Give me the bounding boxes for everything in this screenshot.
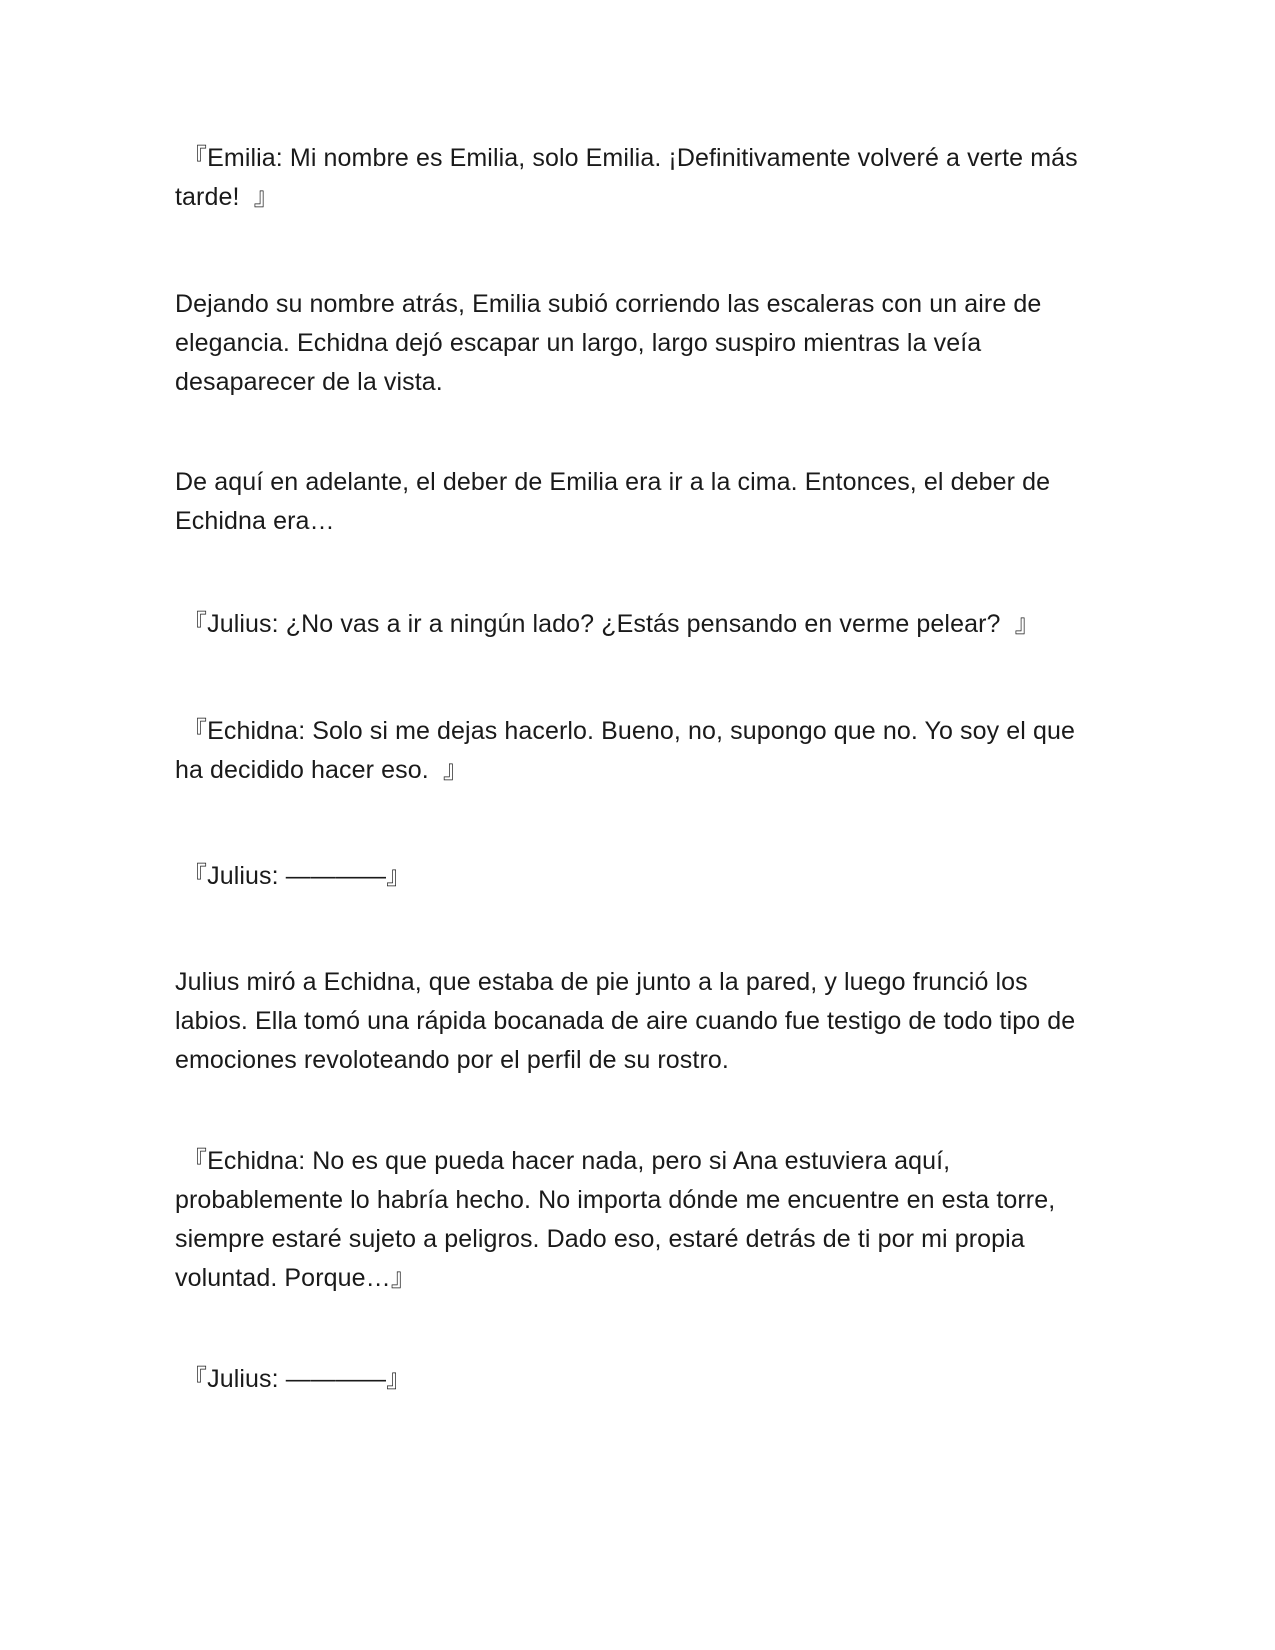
narration-emilia-leaves: Dejando su nombre atrás, Emilia subió corriendo las escaleras con un aire de elegancia. Echidna dejó escapar un largo, largo suspiro mientras la veía desaparecer de la vista. <box>175 290 1042 396</box>
dialogue-julius-silence-1: 『Julius: ————』 <box>175 862 412 890</box>
dialogue-echidna-will: 『Echidna: No es que pueda hacer nada, pero si Ana estuviera aquí, probablemente lo habría hecho. No importa dónde me encuentre en esta torre, siempre estaré sujeto a peligros. Dado eso, estaré detrás de ti por mi propia voluntad. Porque…』 <box>175 1147 1056 1292</box>
dialogue-julius-question: 『Julius: ¿No vas a ir a ningún lado? ¿Estás pensando en verme pelear? 』 <box>175 610 1040 638</box>
dialogue-emilia-name: 『Emilia: Mi nombre es Emilia, solo Emilia. ¡Definitivamente volveré a verte más tarde! 』 <box>175 144 1078 211</box>
dialogue-echidna-decided: 『Echidna: Solo si me dejas hacerlo. Bueno, no, supongo que no. Yo soy el que ha decidido hacer eso. 』 <box>175 717 1075 784</box>
narration-duty: De aquí en adelante, el deber de Emilia era ir a la cima. Entonces, el deber de Echidna era… <box>175 468 1051 535</box>
narration-julius-looks: Julius miró a Echidna, que estaba de pie junto a la pared, y luego frunció los labios. Ella tomó una rápida bocanada de aire cuando fue testigo de todo tipo de emociones revoloteando por el perfil de su rostro. <box>175 968 1076 1074</box>
dialogue-julius-silence-2: 『Julius: ————』 <box>175 1365 412 1393</box>
